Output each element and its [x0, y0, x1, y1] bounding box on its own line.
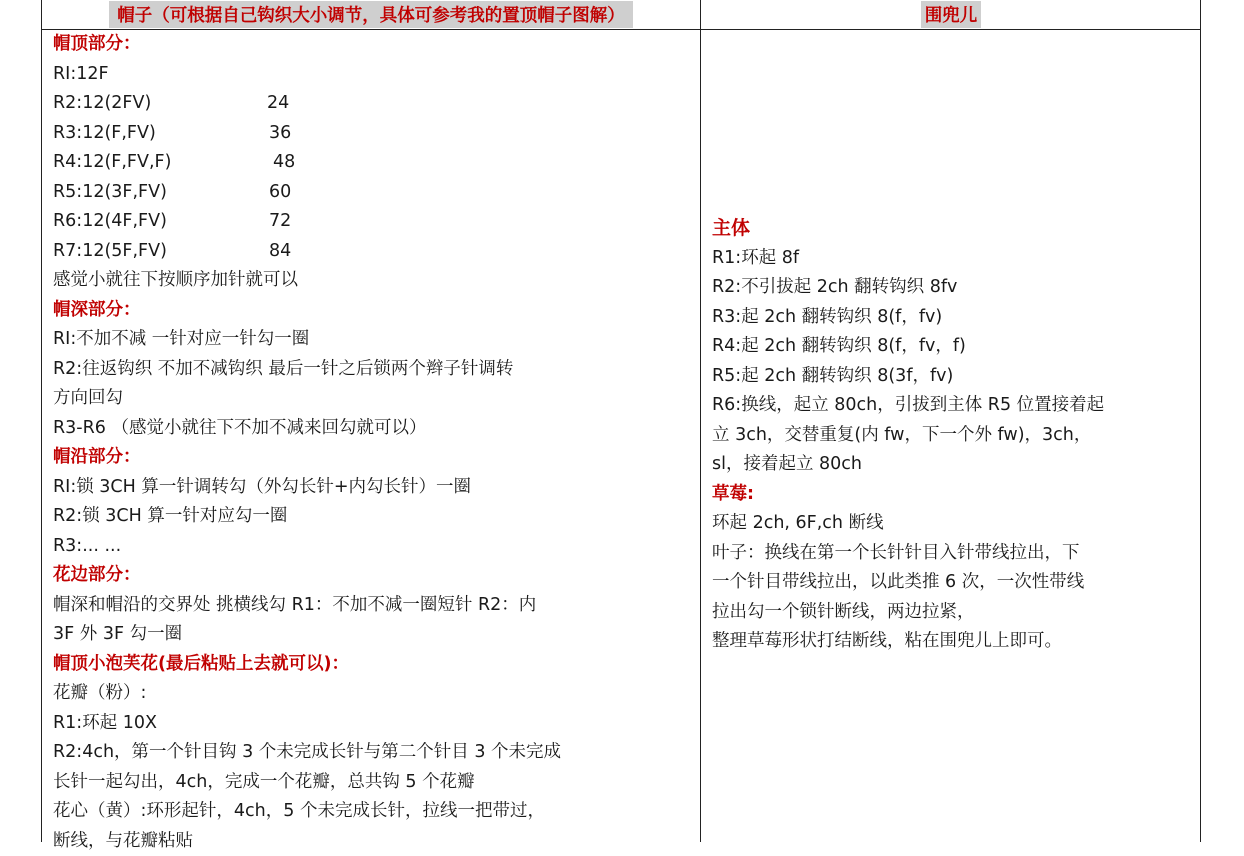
depth-line: R3-R6 （感觉小就往下不加不减来回勾就可以）: [53, 414, 693, 444]
puff-line: R1:环起 10X: [53, 709, 693, 739]
brim-line: R3:... ...: [53, 532, 693, 562]
strawberry-line: 一个针目带线拉出，以此类推 6 次，一次性带线: [712, 568, 1196, 598]
strawberry-section-title: 草莓:: [712, 480, 1196, 510]
header-cell-bib: [702, 0, 1200, 29]
edge-line: 3F 外 3F 勾一圈: [53, 620, 693, 650]
bib-body-line: R6:换线，起立 80ch，引拔到主体 R5 位置接着起: [712, 391, 1196, 421]
edge-line: 帽深和帽沿的交界处 挑横线勾 R1：不加不减一圈短针 R2：内: [53, 591, 693, 621]
header-cell-hat: [42, 0, 700, 29]
bib-column: [712, 214, 1196, 657]
brim-section-title: 帽沿部分：: [53, 443, 693, 473]
bib-body-line: R2:不引拔起 2ch 翻转钩织 8fv: [712, 273, 1196, 303]
brim-line: R2:锁 3CH 算一针对应勾一圈: [53, 502, 693, 532]
depth-line: 方向回勾: [53, 384, 693, 414]
puff-line: 断线，与花瓣粘贴: [53, 827, 693, 856]
hat-column: [53, 30, 693, 856]
pattern-table: [41, 0, 1201, 842]
header-hat-title: 帽子（可根据自己钩织大小调节，具体可参考我的置顶帽子图解）: [109, 1, 633, 28]
depth-line: R2:往返钩织 不加不减钩织 最后一针之后锁两个辫子针调转: [53, 355, 693, 385]
strawberry-line: 拉出勾一个锁针断线，两边拉紧，: [712, 598, 1196, 628]
crown-section-title: 帽顶部分：: [53, 30, 693, 60]
crown-row: R3:12(F,FV) 36: [53, 119, 693, 149]
header-bib-title: 围兜儿: [921, 1, 982, 28]
bib-body-section-title: 主体: [712, 214, 1196, 244]
crown-row: R4:12(F,FV,F) 48: [53, 148, 693, 178]
bib-body-line: R3:起 2ch 翻转钩织 8(f，fv): [712, 303, 1196, 333]
crown-row: RI:12F: [53, 60, 693, 90]
bib-body-line: R5:起 2ch 翻转钩织 8(3f，fv): [712, 362, 1196, 392]
puff-line: 花心（黄）:环形起针，4ch，5 个未完成长针，拉线一把带过，: [53, 797, 693, 827]
bib-body-line: sl，接着起立 80ch: [712, 450, 1196, 480]
crown-row: R7:12(5F,FV) 84: [53, 237, 693, 267]
edge-section-title: 花边部分：: [53, 561, 693, 591]
crown-row: R6:12(4F,FV) 72: [53, 207, 693, 237]
crown-row: R5:12(3F,FV) 60: [53, 178, 693, 208]
puff-flower-section-title: 帽顶小泡芙花(最后粘贴上去就可以)：: [53, 650, 693, 680]
crown-row: R2:12(2FV) 24: [53, 89, 693, 119]
strawberry-line: 环起 2ch, 6F,ch 断线: [712, 509, 1196, 539]
puff-line: 花瓣（粉）:: [53, 679, 693, 709]
bib-body-line: 立 3ch，交替重复(内 fw，下一个外 fw)，3ch，: [712, 421, 1196, 451]
strawberry-line: 整理草莓形状打结断线，粘在围兜儿上即可。: [712, 627, 1196, 657]
bib-body-line: R1:环起 8f: [712, 244, 1196, 274]
depth-line: RI:不加不减 一针对应一针勾一圈: [53, 325, 693, 355]
brim-line: RI:锁 3CH 算一针调转勾（外勾长针+内勾长针）一圈: [53, 473, 693, 503]
strawberry-line: 叶子：换线在第一个长针针目入针带线拉出，下: [712, 539, 1196, 569]
depth-section-title: 帽深部分：: [53, 296, 693, 326]
crown-note: 感觉小就往下按顺序加针就可以: [53, 266, 693, 296]
column-divider: [700, 0, 701, 842]
puff-line: R2:4ch，第一个针目钩 3 个未完成长针与第二个针目 3 个未完成: [53, 738, 693, 768]
bib-body-line: R4:起 2ch 翻转钩织 8(f，fv，f): [712, 332, 1196, 362]
puff-line: 长针一起勾出，4ch，完成一个花瓣，总共钩 5 个花瓣: [53, 768, 693, 798]
